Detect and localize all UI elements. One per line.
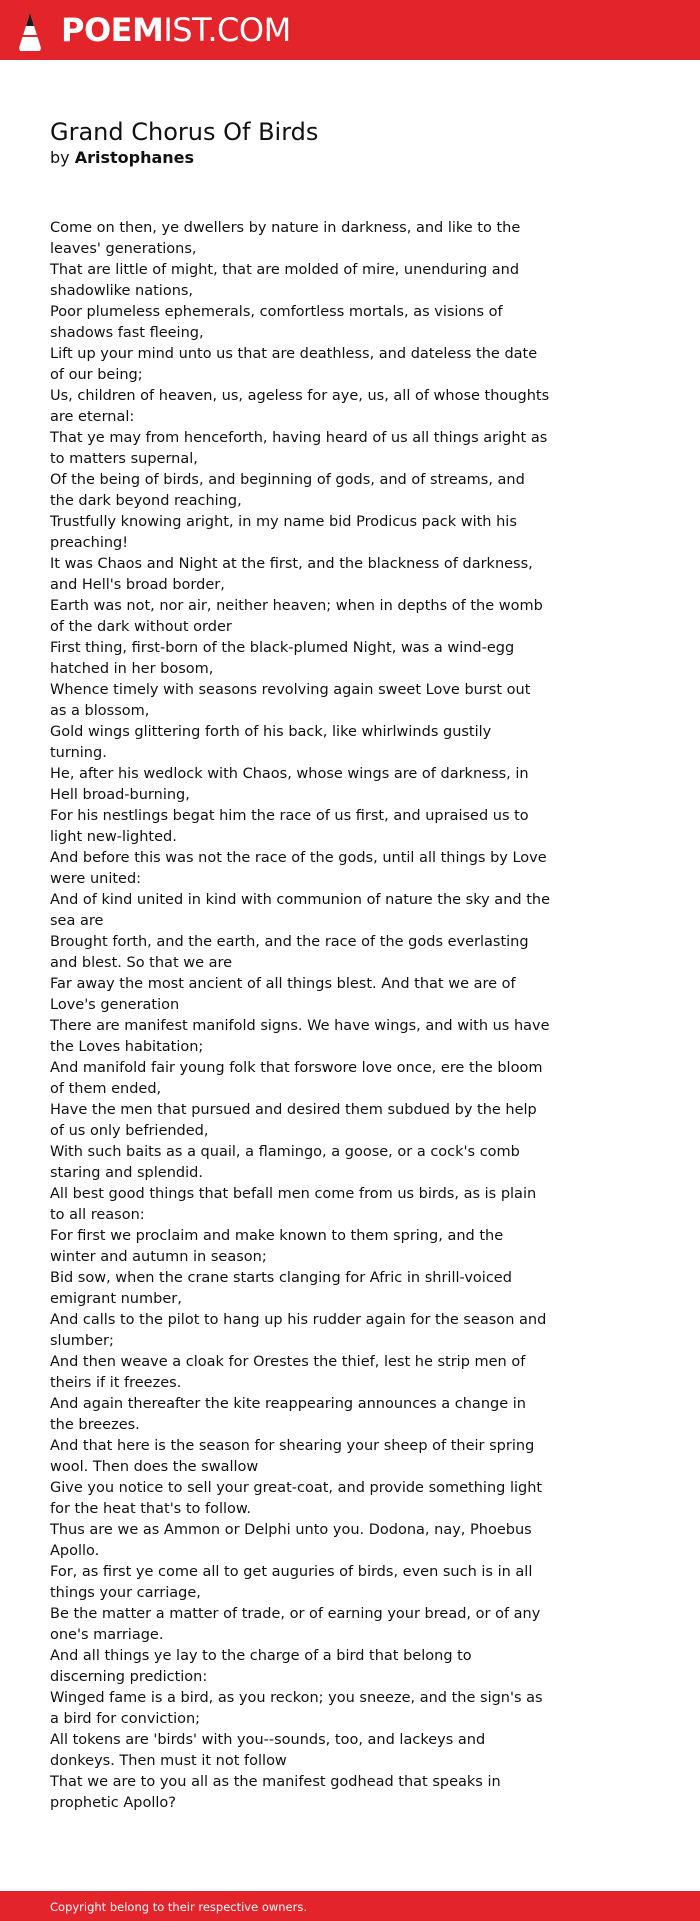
poem-line: For, as first ye come all to get auguries of birds, even such is in all things your carriage, bbox=[50, 1564, 533, 1601]
poem-line: And that here is the season for shearing your sheep of their spring wool. Then does the swallow bbox=[50, 1438, 535, 1475]
poem-line: Brought forth, and the earth, and the race of the gods everlasting and blest. So that we are bbox=[50, 934, 529, 971]
poem-line: And before this was not the race of the gods, until all things by Love were united: bbox=[50, 850, 547, 887]
poem-line: Gold wings glittering forth of his back, like whirlwinds gustily turning. bbox=[50, 724, 492, 761]
poem-line: That are little of might, that are molded of mire, unenduring and shadowlike nations, bbox=[50, 262, 520, 299]
poem-line: Have the men that pursued and desired them subdued by the help of us only befriended, bbox=[50, 1102, 537, 1139]
poem-line: And of kind united in kind with communion of nature the sky and the sea are bbox=[50, 892, 550, 929]
poem-line: Thus are we as Ammon or Delphi unto you. Dodona, nay, Phoebus Apollo. bbox=[50, 1522, 532, 1559]
pencil-icon[interactable] bbox=[17, 11, 43, 51]
poem-line: And all things ye lay to the charge of a bird that belong to discerning prediction: bbox=[50, 1648, 472, 1685]
poem-line: Poor plumeless ephemerals, comfortless mortals, as visions of shadows fast fleeing, bbox=[50, 304, 503, 341]
poem-line: Bid sow, when the crane starts clanging for Afric in shrill-voiced emigrant number, bbox=[50, 1270, 512, 1307]
poem-line: Whence timely with seasons revolving again sweet Love burst out as a blossom, bbox=[50, 682, 531, 719]
by-label: by bbox=[50, 148, 70, 167]
poem-line: There are manifest manifold signs. We have wings, and with us have the Loves habitation; bbox=[50, 1018, 550, 1055]
copyright-notice: Copyright belong to their respective owners. bbox=[50, 1900, 308, 1914]
poem-line: And manifold fair young folk that forswore love once, ere the bloom of them ended, bbox=[50, 1060, 543, 1097]
site-header bbox=[0, 0, 700, 60]
poem-line: He, after his wedlock with Chaos, whose wings are of darkness, in Hell broad-burning, bbox=[50, 766, 529, 803]
poem-line: With such baits as a quail, a flamingo, a goose, or a cock's comb staring and splendid. bbox=[50, 1144, 520, 1181]
poem-title: Grand Chorus Of Birds bbox=[50, 118, 319, 146]
poem-line: Us, children of heaven, us, ageless for aye, us, all of whose thoughts are eternal: bbox=[50, 388, 550, 425]
poem-line: That ye may from henceforth, having heard of us all things aright as to matters supernal, bbox=[50, 430, 548, 467]
poem-line: Be the matter a matter of trade, or of earning your bread, or of any one's marriage. bbox=[50, 1606, 541, 1643]
site-logo[interactable] bbox=[61, 10, 291, 50]
poem-line: And again thereafter the kite reappearing announces a change in the breezes. bbox=[50, 1396, 526, 1433]
logo-text-light: IST.COM bbox=[163, 11, 291, 49]
poem-line: Come on then, ye dwellers by nature in darkness, and like to the leaves' generations, bbox=[50, 220, 521, 257]
poem-line: Give you notice to sell your great-coat, and provide something light for the heat that's to follow. bbox=[50, 1480, 543, 1517]
site-footer bbox=[0, 1891, 700, 1921]
poem-line: For first we proclaim and make known to them spring, and the winter and autumn in season; bbox=[50, 1228, 504, 1265]
poem-line: Earth was not, nor air, neither heaven; when in depths of the womb of the dark without order bbox=[50, 598, 543, 635]
poem-line: All tokens are 'birds' with you--sounds, too, and lackeys and donkeys. Then must it not follow bbox=[50, 1732, 486, 1769]
poem-line: Lift up your mind unto us that are deathless, and dateless the date of our being; bbox=[50, 346, 538, 383]
poem-line: First thing, first-born of the black-plumed Night, was a wind-egg hatched in her bosom, bbox=[50, 640, 515, 677]
poem-line: And then weave a cloak for Orestes the thief, lest he strip men of theirs if it freezes. bbox=[50, 1354, 526, 1391]
poem-body bbox=[50, 218, 550, 1814]
poem-line: That we are to you all as the manifest godhead that speaks in prophetic Apollo? bbox=[50, 1774, 501, 1811]
poem-line: Winged fame is a bird, as you reckon; you sneeze, and the sign's as a bird for conviction; bbox=[50, 1690, 543, 1727]
poem-line: All best good things that befall men come from us birds, as is plain to all reason: bbox=[50, 1186, 537, 1223]
logo-text-bold: POEM bbox=[61, 11, 164, 49]
poem-line: Of the being of birds, and beginning of gods, and of streams, and the dark beyond reaching, bbox=[50, 472, 525, 509]
poem-line: It was Chaos and Night at the first, and the blackness of darkness, and Hell's broad border, bbox=[50, 556, 533, 593]
poem-line: And calls to the pilot to hang up his rudder again for the season and slumber; bbox=[50, 1312, 547, 1349]
byline bbox=[50, 147, 194, 169]
poem-line: Trustfully knowing aright, in my name bid Prodicus pack with his preaching! bbox=[50, 514, 517, 551]
author-name: Aristophanes bbox=[74, 148, 195, 167]
poem-line: Far away the most ancient of all things blest. And that we are of Love's generation bbox=[50, 976, 516, 1013]
poem-line: For his nestlings begat him the race of us first, and upraised us to light new-lighted. bbox=[50, 808, 529, 845]
